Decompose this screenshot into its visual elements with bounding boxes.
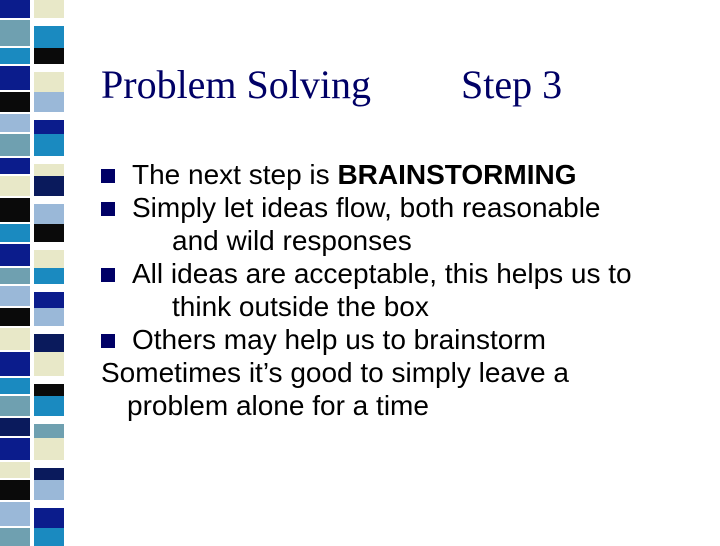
stripe-block — [34, 176, 64, 196]
title-step: Step 3 — [461, 62, 563, 107]
bullet-item-4 — [101, 323, 711, 356]
stripe-block — [0, 418, 30, 436]
bullet-4-text: Others may help us to brainstorm — [132, 324, 546, 355]
stripe-block — [0, 480, 30, 500]
stripe-block — [34, 352, 64, 376]
bullet-list — [101, 158, 711, 422]
stripe-block — [0, 244, 30, 266]
stripe-block — [0, 48, 30, 64]
bullet-2-line-2: and wild responses — [172, 225, 412, 256]
stripe-block — [34, 438, 64, 460]
stripe-block — [0, 462, 30, 478]
bullet-item-2 — [101, 191, 711, 257]
bullet-3-line-2: think outside the box — [172, 291, 429, 322]
stripe-block — [34, 396, 64, 416]
stripe-block — [34, 268, 64, 284]
stripe-block — [34, 134, 64, 156]
stripe-block — [34, 224, 64, 242]
slide-title — [101, 55, 701, 115]
stripe-block — [0, 198, 30, 222]
bullet-2-line-1: Simply let ideas flow, both reasonable — [132, 192, 601, 223]
stripe-block — [34, 48, 64, 64]
closing-paragraph — [101, 356, 711, 422]
stripe-block — [34, 0, 64, 18]
decorative-stripe — [0, 0, 66, 540]
stripe-block — [34, 308, 64, 326]
stripe-block — [0, 438, 30, 460]
stripe-block — [34, 92, 64, 112]
stripe-block — [0, 92, 30, 112]
stripe-block — [0, 268, 30, 284]
stripe-block — [0, 114, 30, 132]
stripe-block — [0, 66, 30, 90]
stripe-block — [0, 308, 30, 326]
stripe-block — [0, 286, 30, 306]
bullet-1-text: The next step is — [132, 159, 338, 190]
square-bullet-icon — [101, 268, 115, 282]
stripe-block — [0, 328, 30, 350]
square-bullet-icon — [101, 169, 115, 183]
stripe-block — [0, 396, 30, 416]
stripe-block — [0, 134, 30, 156]
closing-line-2: problem alone for a time — [127, 390, 429, 421]
stripe-block — [0, 176, 30, 196]
stripe-block — [0, 378, 30, 394]
stripe-block — [0, 352, 30, 376]
bullet-item-1 — [101, 158, 711, 191]
closing-line-1: Sometimes it’s good to simply leave a — [101, 357, 569, 388]
bullet-1-bold: BRAINSTORMING — [337, 159, 577, 190]
stripe-block — [0, 502, 30, 526]
square-bullet-icon — [101, 334, 115, 348]
stripe-block — [34, 528, 64, 546]
stripe-block — [0, 0, 30, 18]
stripe-block — [0, 528, 30, 546]
stripe-block — [0, 158, 30, 174]
stripe-block — [0, 20, 30, 46]
bullet-3-line-1: All ideas are acceptable, this helps us to — [132, 258, 632, 289]
stripe-block — [0, 224, 30, 242]
square-bullet-icon — [101, 202, 115, 216]
bullet-item-3 — [101, 257, 711, 323]
title-text: Problem Solving — [101, 62, 372, 107]
stripe-block — [34, 480, 64, 500]
